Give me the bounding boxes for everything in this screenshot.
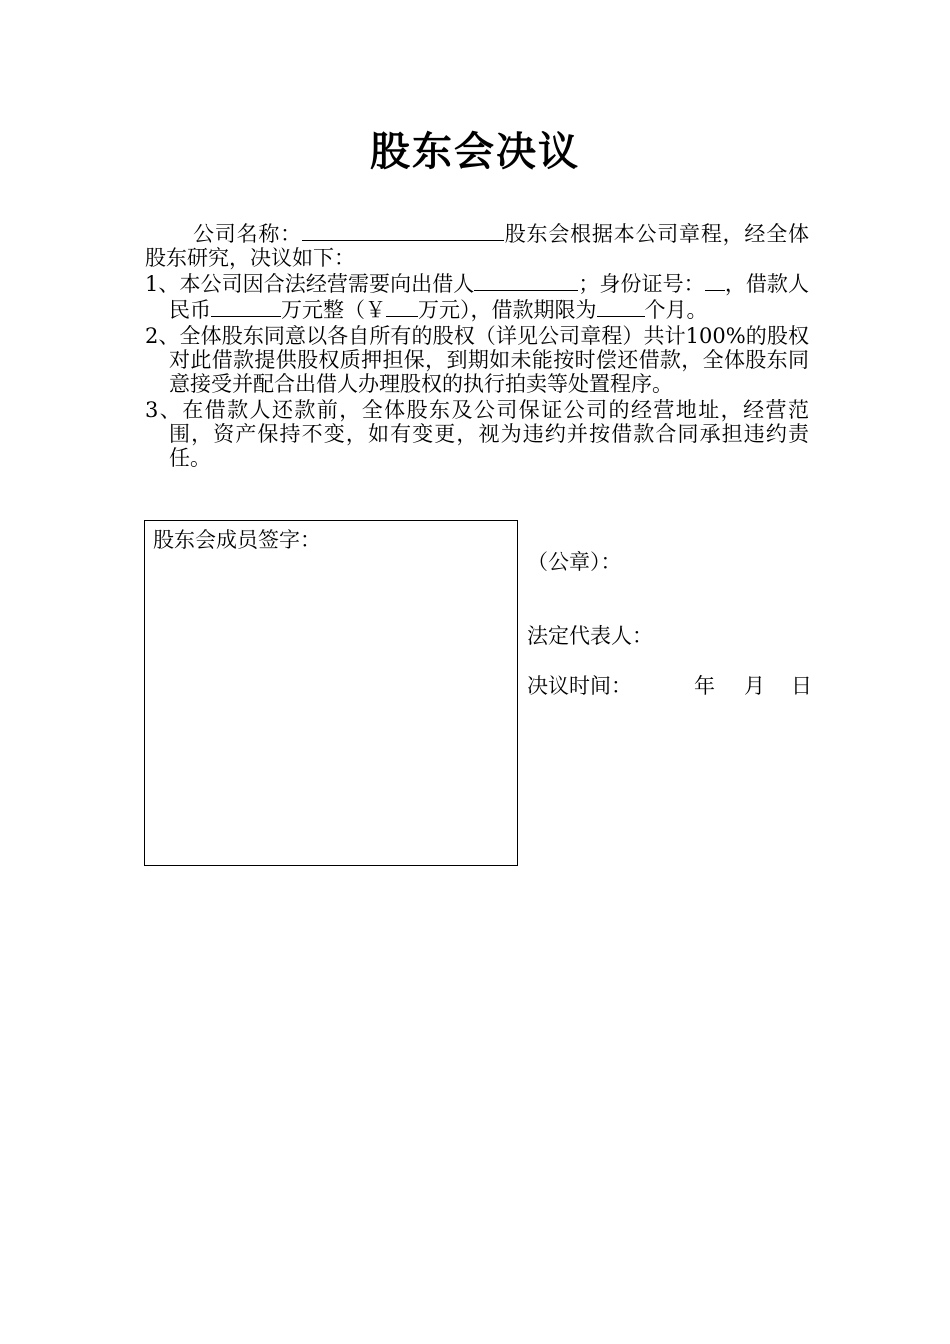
date-month-unit: 月 [744,674,765,698]
company-seal-label: （公章）： [527,550,622,574]
company-name-blank[interactable] [302,220,504,241]
item-number: 1、 [145,272,180,296]
page-title: 股东会决议 [370,129,580,175]
resolution-item-1: 1、本公司因合法经营需要向出借人 ；身份证号： ，借款人民币 万元整（￥ 万元），借款期限为 个月。 [145,272,809,322]
resolution-item-3: 3、在借款人还款前，全体股东及公司保证公司的经营地址，经营范围，资产保持不变，如有变更，视为违约并按借款合同承担违约责任。 [145,398,809,470]
company-name-label: 公司名称： [193,222,302,246]
resolution-body [145,220,809,470]
resolution-date-label: 决议时间： [527,674,632,698]
loan-term-blank[interactable] [597,296,645,317]
item-number: 2、 [145,324,180,348]
intro-text: 股东会根据本公司章程，经全体股东研究，决议如下： [145,222,810,270]
item-number: 3、 [145,398,183,422]
loan-amount-blank[interactable] [211,296,281,317]
loan-amount-figure-blank[interactable] [386,296,418,317]
date-day-unit: 日 [791,674,812,698]
date-year-unit: 年 [694,674,715,698]
member-signature-label: 股东会成员签字： [153,528,321,552]
intro-paragraph [145,220,809,270]
resolution-item-2: 2、全体股东同意以各自所有的股权（详见公司章程）共计100%的股权对此借款提供股权质押担保，到期如未能按时偿还借款，全体股东同意接受并配合出借人办理股权的执行拍卖等处置程序。 [145,324,809,396]
id-number-blank[interactable] [705,270,725,291]
legal-representative-label: 法定代表人： [527,624,653,648]
lender-name-blank[interactable] [474,270,578,291]
member-signature-box[interactable] [144,520,518,866]
